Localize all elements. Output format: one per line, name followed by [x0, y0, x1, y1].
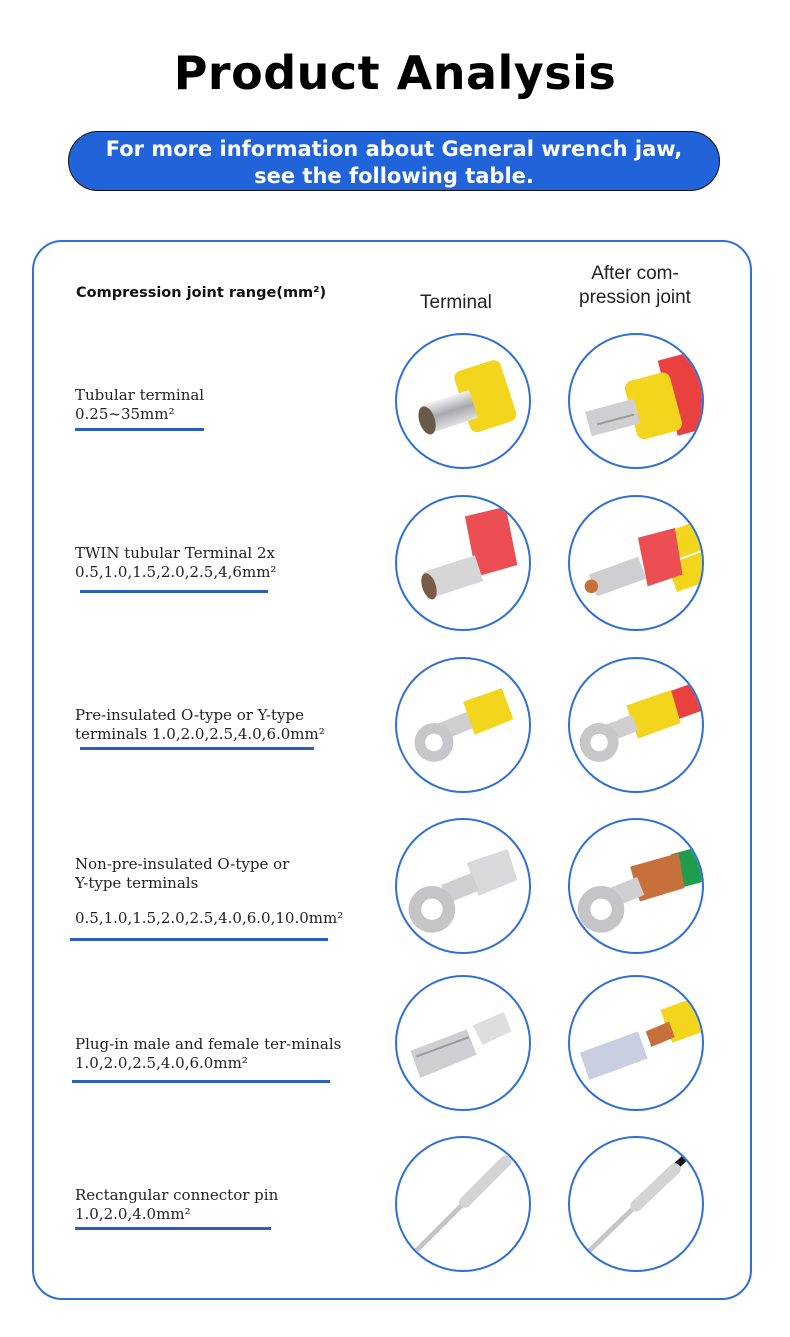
- row-label-tubular: [75, 386, 204, 424]
- crimped-bare-ring-terminal-icon: [568, 818, 704, 954]
- row-underline: [70, 938, 328, 941]
- row-label-line-2: 0.25~35mm²: [75, 405, 175, 423]
- row-label-line-1: Rectangular connector pin: [75, 1186, 279, 1204]
- row-label-line-3: 0.5,1.0,1.5,2.0,2.5,4.0,6.0,10.0mm²: [75, 909, 344, 927]
- row-label-line-2: terminals 1.0,2.0,2.5,4.0,6.0mm²: [75, 725, 325, 743]
- column-header-range: Compression joint range(mm²): [76, 285, 327, 301]
- row-underline: [72, 1080, 330, 1083]
- connector-pin-icon: [395, 1136, 531, 1272]
- banner-line-1: For more information about General wrench jaw,: [105, 137, 683, 161]
- row-label-line-1: Non-pre-insulated O-type or: [75, 855, 290, 873]
- crimped-yellow-tubular-terminal-icon: [568, 333, 704, 469]
- column-header-after: [570, 262, 700, 310]
- crimped-twin-tubular-terminal-icon: [568, 495, 704, 631]
- row-label-connector-pin: [75, 1186, 278, 1224]
- row-label-twin-tubular: [75, 544, 276, 582]
- page-title: Product Analysis: [173, 46, 617, 100]
- row-label-pre-insulated-ring: [75, 706, 325, 744]
- crimped-connector-pin-icon: [568, 1136, 704, 1272]
- row-label-line-2: 1.0,2.0,4.0mm²: [75, 1205, 191, 1223]
- row-label-line-1: TWIN tubular Terminal 2x: [75, 544, 275, 562]
- crimped-yellow-ring-terminal-icon: [568, 657, 704, 793]
- row-underline: [75, 1227, 271, 1230]
- spade-terminal-icon: [395, 975, 531, 1111]
- row-label-plug-in: [75, 1035, 341, 1073]
- column-header-terminal: Terminal: [420, 292, 492, 313]
- yellow-tubular-terminal-icon: [395, 333, 531, 469]
- red-twin-tubular-terminal-icon: [395, 495, 531, 631]
- bare-ring-terminal-icon: [395, 818, 531, 954]
- row-underline: [80, 747, 314, 750]
- row-label-line-1: Pre-insulated O-type or Y-type: [75, 706, 304, 724]
- row-label-non-insulated-ring: [75, 855, 343, 928]
- row-underline: [75, 428, 204, 431]
- row-label-line-1: Plug-in male and female ter-minals: [75, 1035, 342, 1053]
- row-label-line-2: Y-type terminals: [75, 874, 199, 892]
- info-banner: [68, 131, 720, 191]
- row-label-line-1: Tubular terminal: [75, 386, 205, 404]
- yellow-ring-terminal-icon: [395, 657, 531, 793]
- row-underline: [80, 590, 268, 593]
- column-header-after-line-2: pression joint: [579, 287, 691, 308]
- banner-line-2: see the following table.: [254, 164, 534, 188]
- crimped-spade-terminal-icon: [568, 975, 704, 1111]
- row-label-line-2: 1.0,2.0,2.5,4.0,6.0mm²: [75, 1054, 248, 1072]
- row-label-line-2: 0.5,1.0,1.5,2.0,2.5,4,6mm²: [75, 563, 277, 581]
- column-header-after-line-1: After com-: [591, 263, 679, 284]
